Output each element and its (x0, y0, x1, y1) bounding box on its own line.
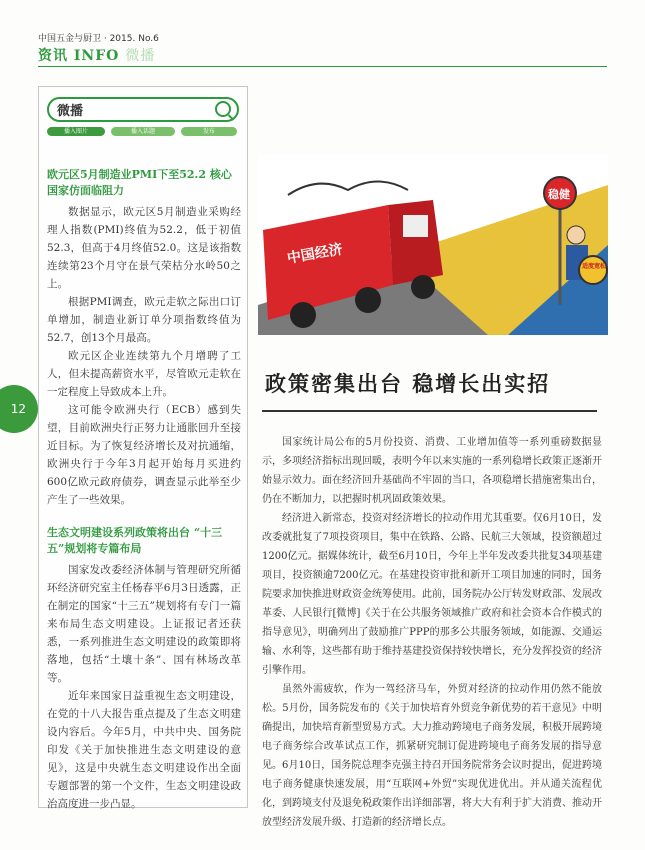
main-headline: 政策密集出台 稳增长出实招 (265, 371, 551, 396)
article-headline: 欧元区5月制造业PMI下至52.2 核心国家仿面临阻力 (47, 168, 232, 197)
article-paragraph: 这可能令欧洲央行（ECB）感到失望，目前欧洲央行正努力让通胀回升至接近目标。为了恢复经济增长及对抗通缩，欧洲央行于今年3月起开始每月买进约600亿欧元政府债券，调查显示此举至少产生了一些效果。 (47, 404, 241, 506)
weibo-sidebar (38, 86, 248, 808)
publication-header: 中国五金与厨卫 · 2015. No.6 (38, 34, 159, 44)
header-rule (38, 66, 607, 67)
page-number-badge: 12 (0, 385, 38, 433)
tab-publish: 发布 (181, 127, 237, 136)
sign-label: 稳健 (548, 188, 570, 201)
body-paragraph: 国家统计局公布的5月份投资、消费、工业增加值等一系列重磅数据显示，多项经济指标出现回暖，表明今年以来实施的一系列稳增长政策正逐渐开始显示效力。面在经济回升基础尚不牢固的当口，各项稳增长措施密集出台，仍在不断加力，以把握时机巩固政策效果。 (262, 437, 602, 505)
article-headline: 生态文明建设系列政策将出台 “十三五”规划将专篇布局 (47, 526, 223, 555)
main-article-body (262, 433, 602, 832)
article-ecology-policy (47, 525, 241, 813)
body-paragraph: 虽然外需疲软，作为一驾经济马车，外贸对经济的拉动作用仍然不能放松。5月份，国务院发布的《关于加快培育外贸竞争新优势的若干意见》中明确提出，加快培育新型贸易方式。大力推动跨境电子商务发展，积极开展跨境电子商务综合改革试点工作，抓紧研究制订促进跨境电子商务发展的指导意见。6月10日，国务院总理李克强主持召开国务院常务会议时提出，促进跨境电子商务健康快速发展，用“互联网+外贸”实现优进优出。并从通关流程优化，到跨境支付及退免税政策作出详细部署，将大大有利于扩大消费、推动开放型经济发展升级、打造新的经济增长点。 (262, 684, 602, 828)
headline-rule (262, 410, 597, 412)
section-title-text: 资讯 INFO (38, 48, 120, 64)
search-icon (215, 101, 231, 117)
search-label: 微播 (57, 104, 84, 119)
article-paragraph: 近年来国家日益重视生态文明建设，在党的十八大报告重点提及了生态文明建设内容后。今年5月，中共中央、国务院印发《关于加快推进生态文明建设的意见》，这是中央就生态文明建设作出全面专题部署的第一个文件，生态文明建设政治高度进一步凸显。 (47, 690, 241, 810)
sidebar-tabs (47, 127, 237, 137)
article-paragraph: 欧元区企业连续第九个月增聘了工人，但未提高薪资水平，尽管欧元走软在一定程度上导致成本上升。 (47, 350, 241, 398)
body-paragraph: 经济进入新常态，投资对经济增长的拉动作用尤其重要。仅6月10日，发改委就批复了7项投资项目，集中在铁路、公路、民航三大领域，投资额超过1200亿元。据媒体统计，截至6月10日，今年上半年发改委共批复34项基建项目，投资额逾7200亿元。在基建投资审批和新开工项目加速的同时，国务院要求加快推进财政资金统筹使用。此前，国务院办公厅转发财政部、发展改革委、人民银行[微博]《关于在公共服务领域推广政府和社会资本合作模式的指导意见》，明确列出了鼓励推广PPP的那多公共服务领域，如能源、交通运输、水利等，这些都有助于维持基建投资保持较快增长，充分发挥投资的经济引擎作用。 (262, 513, 602, 676)
tab-insert-image: 播入图片 (47, 127, 105, 136)
article-paragraph: 国家发改委经济体制与管理研究所循环经济研究室主任杨春平6月3日透露，正在制定的国家“十三五”规划将有专门一篇来布局生态文明建设。上证报记者还获悉，一系列推进生态文明建设的政策即将落地，包括“土壤十条”、国有林场改革等。 (47, 564, 241, 684)
section-title-ghost: 微播 (125, 48, 156, 64)
article-paragraph: 数据显示，欧元区5月制造业采购经理人指数(PMI)终值为52.2，低于初值52.3，但高于4月终值52.0。这是该指数连续第23个月守在景气荣枯分水岭50之上。 (47, 206, 241, 290)
economy-truck-illustration (258, 155, 608, 335)
search-bar (47, 97, 239, 122)
article-eurozone-pmi (47, 167, 241, 509)
tab-insert-topic: 播入话题 (111, 127, 175, 136)
truck-label: 中国经济 (285, 241, 344, 267)
section-title (38, 45, 155, 65)
article-paragraph: 根据PMI调查，欧元走软之际出口订单增加，制造业新订单分项指数终值为52.7，创13个月最高。 (47, 296, 241, 344)
badge-label: 适度宽松 (582, 263, 607, 270)
